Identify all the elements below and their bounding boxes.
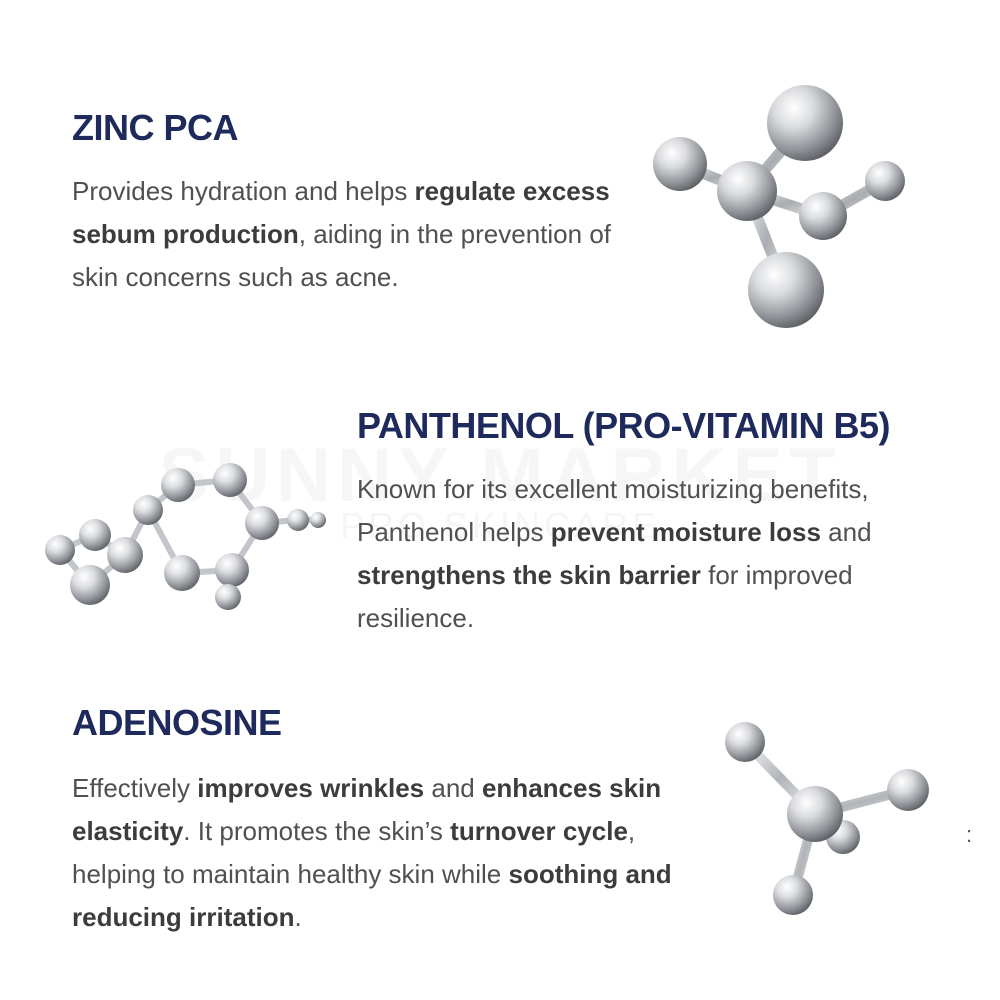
emphasis-text: soothing and reducing irritation [72, 858, 672, 932]
ingredient-panthenol [357, 406, 957, 640]
body-text: . [294, 901, 302, 932]
emphasis-text: enhances skin elasticity [72, 772, 662, 846]
emphasis-text: prevent moisture loss [550, 516, 821, 547]
ingredient-description [357, 468, 927, 640]
ingredient-description [72, 170, 632, 299]
ingredient-title: ZINC PCA [72, 107, 238, 148]
emphasis-text: turnover cycle [450, 815, 628, 846]
body-text: . It promotes the skin’s [183, 815, 451, 846]
body-text: , aiding in the prevention of skin concerns such as acne. [72, 218, 611, 292]
molecule-icon [40, 455, 330, 620]
body-text: and [424, 772, 482, 803]
emphasis-text: strengthens the skin barrier [357, 559, 701, 590]
body-text: and [820, 516, 872, 547]
ingredient-description [72, 767, 682, 939]
emphasis-text: improves wrinkles [197, 772, 425, 803]
body-text: Effectively [72, 772, 198, 803]
ingredient-zinc-pca [72, 108, 632, 299]
stray-mark: : [966, 822, 973, 847]
body-text: , helping to maintain healthy skin while [72, 815, 636, 889]
ingredient-title: PANTHENOL (PRO-VITAMIN B5) [357, 405, 890, 446]
body-text: for improved resilience. [357, 559, 853, 633]
ingredient-adenosine [72, 703, 682, 939]
ingredient-title: ADENOSINE [72, 702, 282, 743]
emphasis-text: regulate excess sebum production [72, 175, 610, 249]
body-text: Provides hydration and helps [72, 175, 415, 206]
molecule-icon [715, 712, 945, 927]
molecule-icon [645, 78, 915, 338]
body-text: Known for its excellent moisturizing benefits, Panthenol helps [357, 473, 869, 547]
